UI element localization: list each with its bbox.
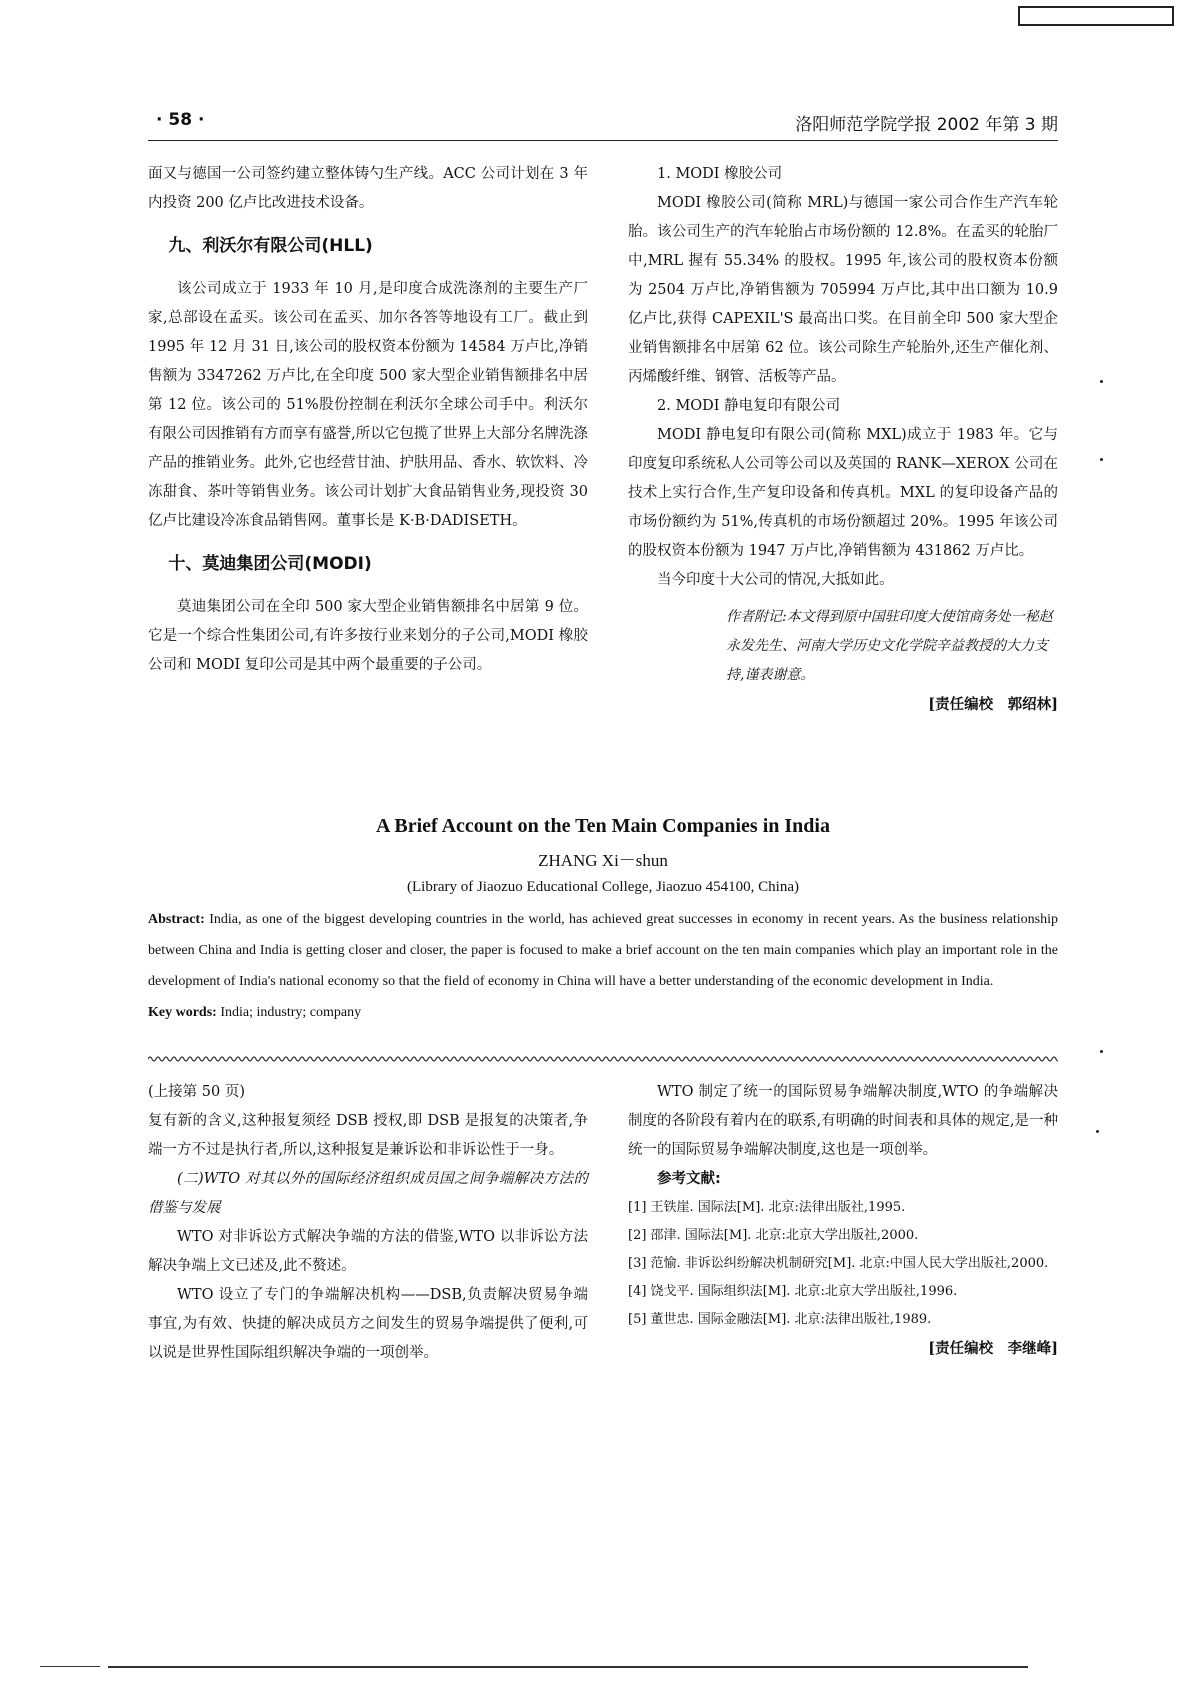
bottom-left-paragraph-2: WTO 对非诉讼方式解决争端的方法的借鉴,WTO 以非诉讼方法解决争端上文已述及,此不赘述。 (148, 1229, 588, 1274)
scan-speck (1100, 458, 1103, 461)
keywords-text: India; industry; company (216, 1005, 362, 1020)
journal-title: 洛阳师范学院学报 2002 年第 3 期 (795, 115, 1058, 135)
footer-rule-long (108, 1666, 1028, 1668)
author-note: 作者附记:本文得到原中国驻印度大使馆商务处一秘赵永发先生、河南大学历史文化学院辛益教授的大力支持,谨表谢意。 (726, 609, 1053, 683)
responsible-editor: [责任编校 郭绍林] (928, 696, 1058, 713)
abstract-text: India, as one of the biggest developing countries in the world, has achieved great successes in economy in recent years. As the business relationship between China and India is getting closer and closer, the paper is focused to make a brief account on the ten main companies which play an important role in the development of India's national economy so that the field of economy in China will have a better understanding of the economic development in India. (148, 912, 1058, 989)
reference-item: [3] 范愉. 非诉讼纠纷解决机制研究[M]. 北京:中国人民大学出版社,2000. (628, 1256, 1049, 1271)
footer-rule-short (40, 1666, 100, 1667)
responsible-editor-bottom: [责任编校 李继峰] (928, 1340, 1058, 1357)
section-10-heading: 十、莫迪集团公司(MODI) (168, 554, 372, 574)
scan-speck (1100, 1050, 1103, 1053)
right-column-top (628, 160, 1058, 719)
continued-from-note: (上接第 50 页) (148, 1084, 245, 1100)
section-9-heading: 九、利沃尔有限公司(HLL) (168, 236, 373, 256)
subsection-1-paragraph: MODI 橡胶公司(简称 MRL)与德国一家公司合作生产汽车轮胎。该公司生产的汽车轮胎占市场份额的 12.8%。在孟买的轮胎厂中,MRL 握有 55.34% 的股权。1995 年,该公司的股权资本份额为 2504 万卢比,净销售额为 705994 万卢比,其中出口额为 10.9 亿卢比,获得 CAPEXIL'S 最高出口奖。在目前全印 500 家大型企业销售额排名中居第 62 位。该公司除生产轮胎外,还生产催化剂、丙烯酸纤维、钢管、活板等产品。 (628, 195, 1058, 385)
page-header (148, 110, 1058, 140)
english-author: ZHANG Xi－shun (538, 851, 668, 870)
subsection-2-heading: 2. MODI 静电复印有限公司 (657, 398, 841, 414)
corner-frame-box (1018, 6, 1174, 26)
reference-item: [2] 邵津. 国际法[M]. 北京:北京大学出版社,2000. (628, 1228, 919, 1243)
references-heading: 参考文献: (657, 1171, 721, 1187)
right-column-bottom (628, 1078, 1058, 1363)
scan-speck (1100, 380, 1103, 383)
bottom-right-paragraph-1: WTO 制定了统一的国际贸易争端解决制度,WTO 的争端解决制度的各阶段有着内在的联系,有明确的时间表和具体的规定,是一种统一的国际贸易争端解决制度,这也是一项创举。 (628, 1084, 1058, 1158)
bottom-left-paragraph-3: WTO 设立了专门的争端解决机构——DSB,负责解决贸易争端事宜,为有效、快捷的解决成员方之间发生的贸易争端提供了便利,可以说是世界性国际组织解决争端的一项创举。 (148, 1287, 588, 1361)
scan-speck (1096, 1130, 1099, 1133)
bottom-left-paragraph-1: 复有新的含义,这种报复须经 DSB 授权,即 DSB 是报复的决策者,争端一方不过是执行者,所以,这种报复是兼诉讼和非诉讼性于一身。 (148, 1113, 588, 1158)
english-title: A Brief Account on the Ten Main Companies in India (376, 815, 830, 837)
keywords-label: Key words: (148, 1005, 217, 1020)
reference-item: [1] 王铁崖. 国际法[M]. 北京:法律出版社,1995. (628, 1200, 906, 1215)
section-10-paragraph: 莫迪集团公司在全印 500 家大型企业销售额排名中居第 9 位。它是一个综合性集团公司,有许多按行业来划分的子公司,MODI 橡胶公司和 MODI 复印公司是其中两个最重要的子公司。 (148, 599, 588, 673)
header-rule (148, 140, 1058, 141)
left-column-top (148, 160, 588, 680)
english-abstract (148, 904, 1058, 997)
left-column-bottom (148, 1078, 588, 1368)
bottom-left-subheading: (二)WTO 对其以外的国际经济组织成员国之间争端解决方法的借鉴与发展 (148, 1171, 588, 1216)
wavy-divider (148, 1052, 1058, 1066)
closing-sentence: 当今印度十大公司的情况,大抵如此。 (657, 572, 894, 588)
reference-item: [4] 饶戈平. 国际组织法[M]. 北京:北京大学出版社,1996. (628, 1284, 958, 1299)
continuation-paragraph: 面又与德国一公司签约建立整体铸勺生产线。ACC 公司计划在 3 年内投资 200 亿卢比改进技术设备。 (148, 166, 588, 211)
reference-item: [5] 董世忠. 国际金融法[M]. 北京:法律出版社,1989. (628, 1312, 932, 1327)
english-keywords (148, 997, 1058, 1028)
english-affiliation: (Library of Jiaozuo Educational College, Jiaozuo 454100, China) (407, 879, 799, 895)
english-abstract-block (148, 815, 1058, 1028)
subsection-2-paragraph: MODI 静电复印有限公司(简称 MXL)成立于 1983 年。它与印度复印系统私人公司等公司以及英国的 RANK—XEROX 公司在技术上实行合作,生产复印设备和传真机。MXL 的复印设备产品的市场份额约为 51%,传真机的市场份额超过 20%。1995 年该公司的股权资本份额为 1947 万卢比,净销售额为 431862 万卢比。 (628, 427, 1058, 559)
page-number: · 58 · (156, 110, 205, 130)
subsection-1-heading: 1. MODI 橡胶公司 (657, 166, 783, 182)
abstract-label: Abstract: (148, 912, 205, 927)
section-9-paragraph: 该公司成立于 1933 年 10 月,是印度合成洗涤剂的主要生产厂家,总部设在孟买。该公司在孟买、加尔各答等地设有工厂。截止到 1995 年 12 月 31 日,该公司的股权资本份额为 14584 万卢比,净销售额为 3347262 万卢比,在全印度 500 家大型企业销售额排名中居第 12 位。该公司的 51%股份控制在利沃尔全球公司手中。利沃尔有限公司因推销有方而享有盛誉,所以它包揽了世界上大部分名牌洗涤产品的推销业务。此外,它也经营甘油、护肤用品、香水、软饮料、冷冻甜食、茶叶等销售业务。该公司计划扩大食品销售业务,现投资 30 亿卢比建设冷冻食品销售网。董事长是 K·B·DADISETH。 (148, 281, 588, 529)
